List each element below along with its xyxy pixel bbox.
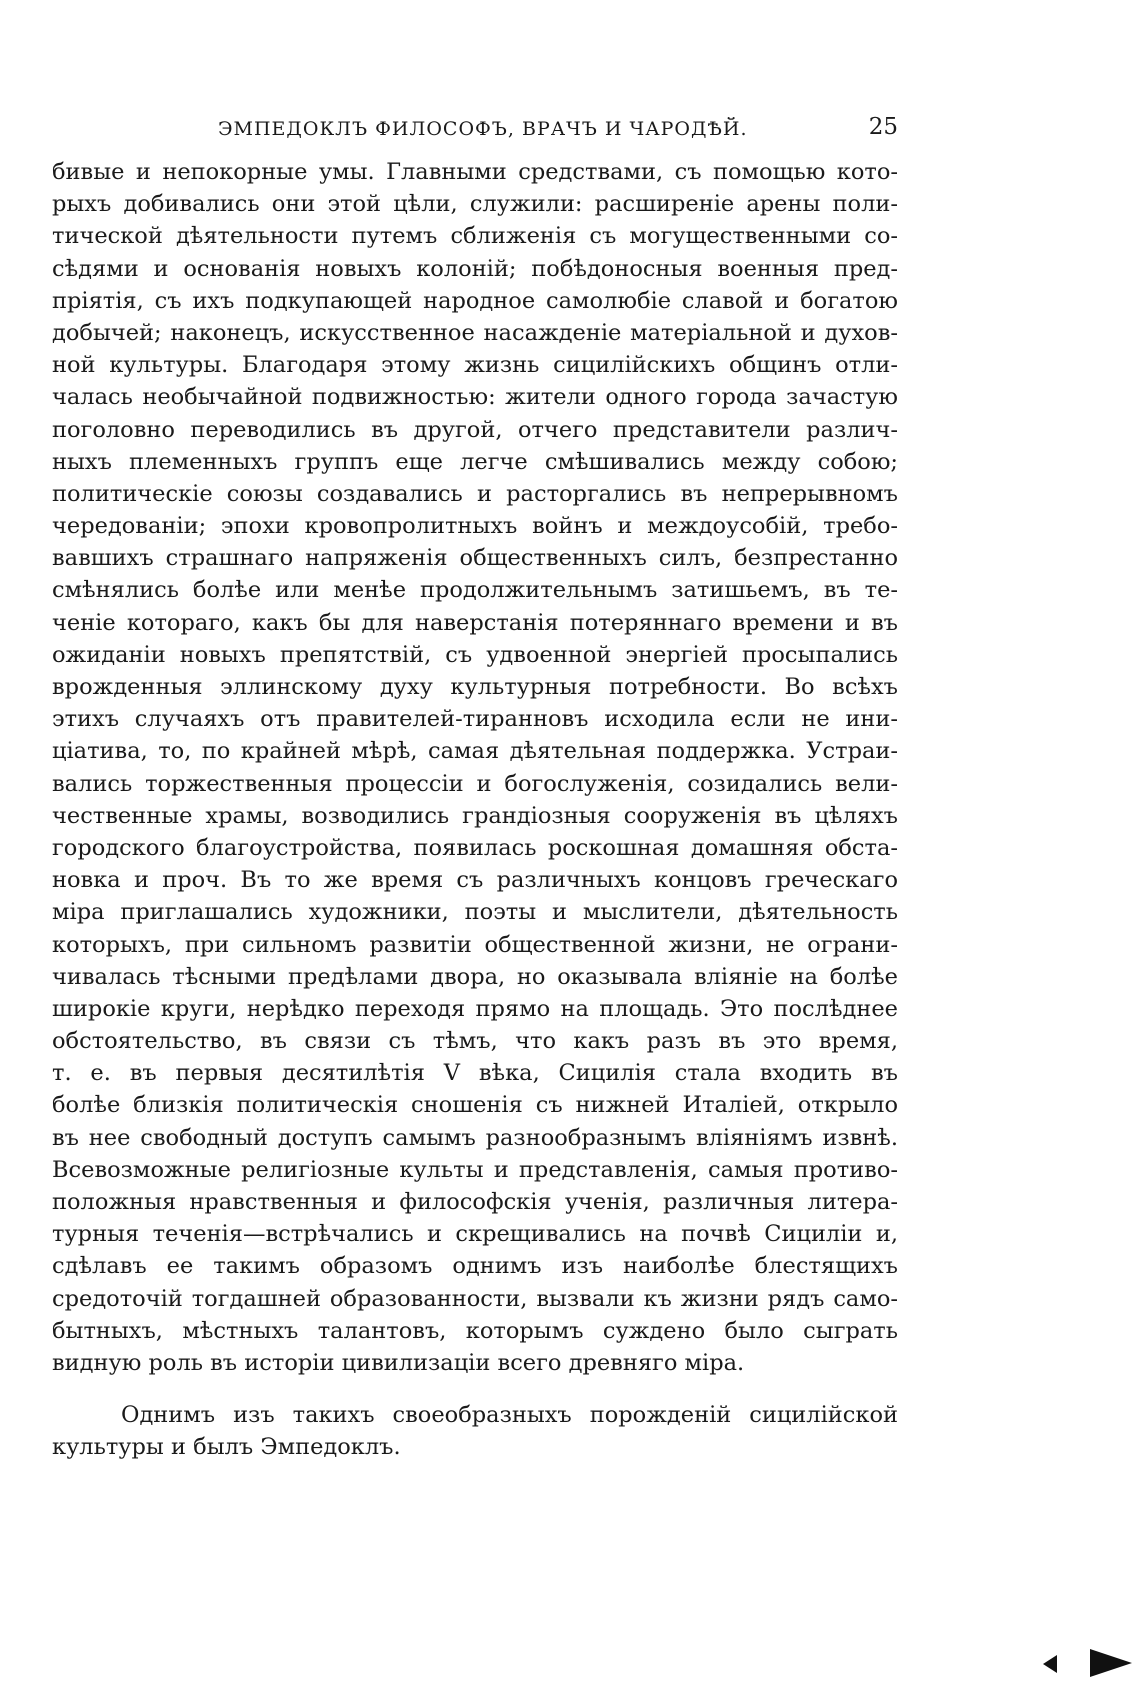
- text-line: пріятія, съ ихъ подкупающей народное самолюбіе славой и богатою: [52, 287, 898, 314]
- text-line: политическіе союзы создавались и расторгались въ непрерывномъ: [52, 480, 898, 507]
- text-line: Всевозможные религіозные культы и представленія, самыя противо-: [52, 1156, 898, 1183]
- text-line: этихъ случаяхъ отъ правителей-тиранновъ исходила если не ини-: [52, 706, 898, 733]
- text-line: смѣнялись болѣе или менѣе продолжительнымъ затишьемъ, въ те-: [52, 577, 898, 604]
- text-line: вались торжественныя процессіи и богослуженія, созидались вели-: [52, 770, 898, 797]
- text-line: сдѣлавъ ее такимъ образомъ однимъ изъ наиболѣе блестящихъ: [52, 1253, 898, 1280]
- text-line: поголовно переводились въ другой, отчего представители различ-: [52, 416, 898, 443]
- text-line: новка и проч. Въ то же время съ различныхъ концовъ греческаго: [52, 867, 898, 894]
- text-line: широкіе круги, нерѣдко переходя прямо на площадь. Это послѣднее: [52, 995, 898, 1022]
- text-line: ціатива, то, по крайней мѣрѣ, самая дѣятельная поддержка. Устраи-: [52, 738, 898, 765]
- text-line: положныя нравственныя и философскія ученія, различныя литера-: [52, 1189, 898, 1215]
- text-line: средоточій тогдашней образованности, вызвали къ жизни рядъ само-: [52, 1285, 898, 1312]
- page-number: 25: [868, 114, 898, 140]
- text-line: видную роль въ исторіи цивилизаціи всего древняго міра.: [52, 1349, 745, 1376]
- text-line: міра приглашались художники, поэты и мыслители, дѣятельность: [52, 899, 898, 926]
- text-line: ожиданіи новыхъ препятствій, съ удвоенной энергіей просыпались: [52, 641, 898, 668]
- text-line: культуры и былъ Эмпедоклъ.: [52, 1434, 401, 1461]
- text-line: Однимъ изъ такихъ своеобразныхъ порожденій сицилійской: [121, 1402, 898, 1429]
- text-line: ченіе котораго, какъ бы для наверстанія потеряннаго времени и въ: [52, 609, 898, 636]
- text-line: ной культуры. Благодаря этому жизнь сицилійскихъ общинъ отли-: [52, 352, 898, 379]
- left-arrow-icon[interactable]: [1043, 1655, 1057, 1673]
- running-title: ЭМПЕДОКЛЪ ФИЛОСОФЪ, ВРАЧЪ И ЧАРОДѢЙ.: [218, 118, 748, 140]
- text-line: рыхъ добивались они этой цѣли, служили: расширеніе арены поли-: [52, 191, 898, 218]
- text-line: бивые и непокорные умы. Главными средствами, съ помощью кото-: [52, 159, 898, 185]
- text-line: чалась необычайной подвижностью: жители одного города зачастую: [52, 384, 898, 411]
- text-line: ныхъ племенныхъ группъ еще легче смѣшивались между собою;: [52, 448, 898, 475]
- text-line: бытныхъ, мѣстныхъ талантовъ, которымъ суждено было сыграть: [52, 1317, 898, 1344]
- paragraph-2: [52, 1399, 898, 1463]
- text-line: турныя теченія—встрѣчались и скрещивались на почвѣ Сициліи и,: [52, 1221, 898, 1248]
- text-line: тической дѣятельности путемъ сближенія съ могущественными со-: [52, 223, 898, 250]
- text-line: чественные храмы, возводились грандіозныя сооруженія въ цѣляхъ: [52, 802, 898, 829]
- right-arrow-icon[interactable]: [1090, 1649, 1132, 1677]
- page-header: [218, 112, 898, 152]
- text-line: городского благоустройства, появилась роскошная домашняя обста-: [52, 834, 898, 861]
- text-line: въ нее свободный доступъ самымъ разнообразнымъ вліяніямъ извнѣ.: [52, 1124, 898, 1151]
- body-text: [52, 156, 898, 1464]
- text-line: добычей; наконецъ, искусственное насажденіе матеріальной и духов-: [52, 319, 898, 346]
- text-line: болѣе близкія политическія сношенія съ нижней Италіей, открыло: [52, 1092, 898, 1119]
- text-line: сѣдями и основанія новыхъ колоній; побѣдоносныя военныя пред-: [52, 255, 898, 282]
- paragraph-1: [52, 156, 898, 1379]
- text-line: вавшихъ страшнаго напряженія общественныхъ силъ, безпрестанно: [52, 545, 898, 572]
- text-line: обстоятельство, въ связи съ тѣмъ, что какъ разъ въ это время,: [52, 1028, 898, 1055]
- text-line: врожденныя эллинскому духу культурныя потребности. Во всѣхъ: [52, 674, 898, 700]
- text-line: чередованіи; эпохи кровопролитныхъ войнъ и междоусобій, требо-: [52, 513, 898, 540]
- text-line: чивалась тѣсными предѣлами двора, но оказывала вліяніе на болѣе: [52, 963, 898, 990]
- text-line: которыхъ, при сильномъ развитіи общественной жизни, не ограни-: [52, 931, 898, 958]
- paragraph-gap: [52, 1379, 898, 1399]
- text-line: т. е. въ первыя десятилѣтія V вѣка, Сицилія стала входить въ: [52, 1060, 898, 1087]
